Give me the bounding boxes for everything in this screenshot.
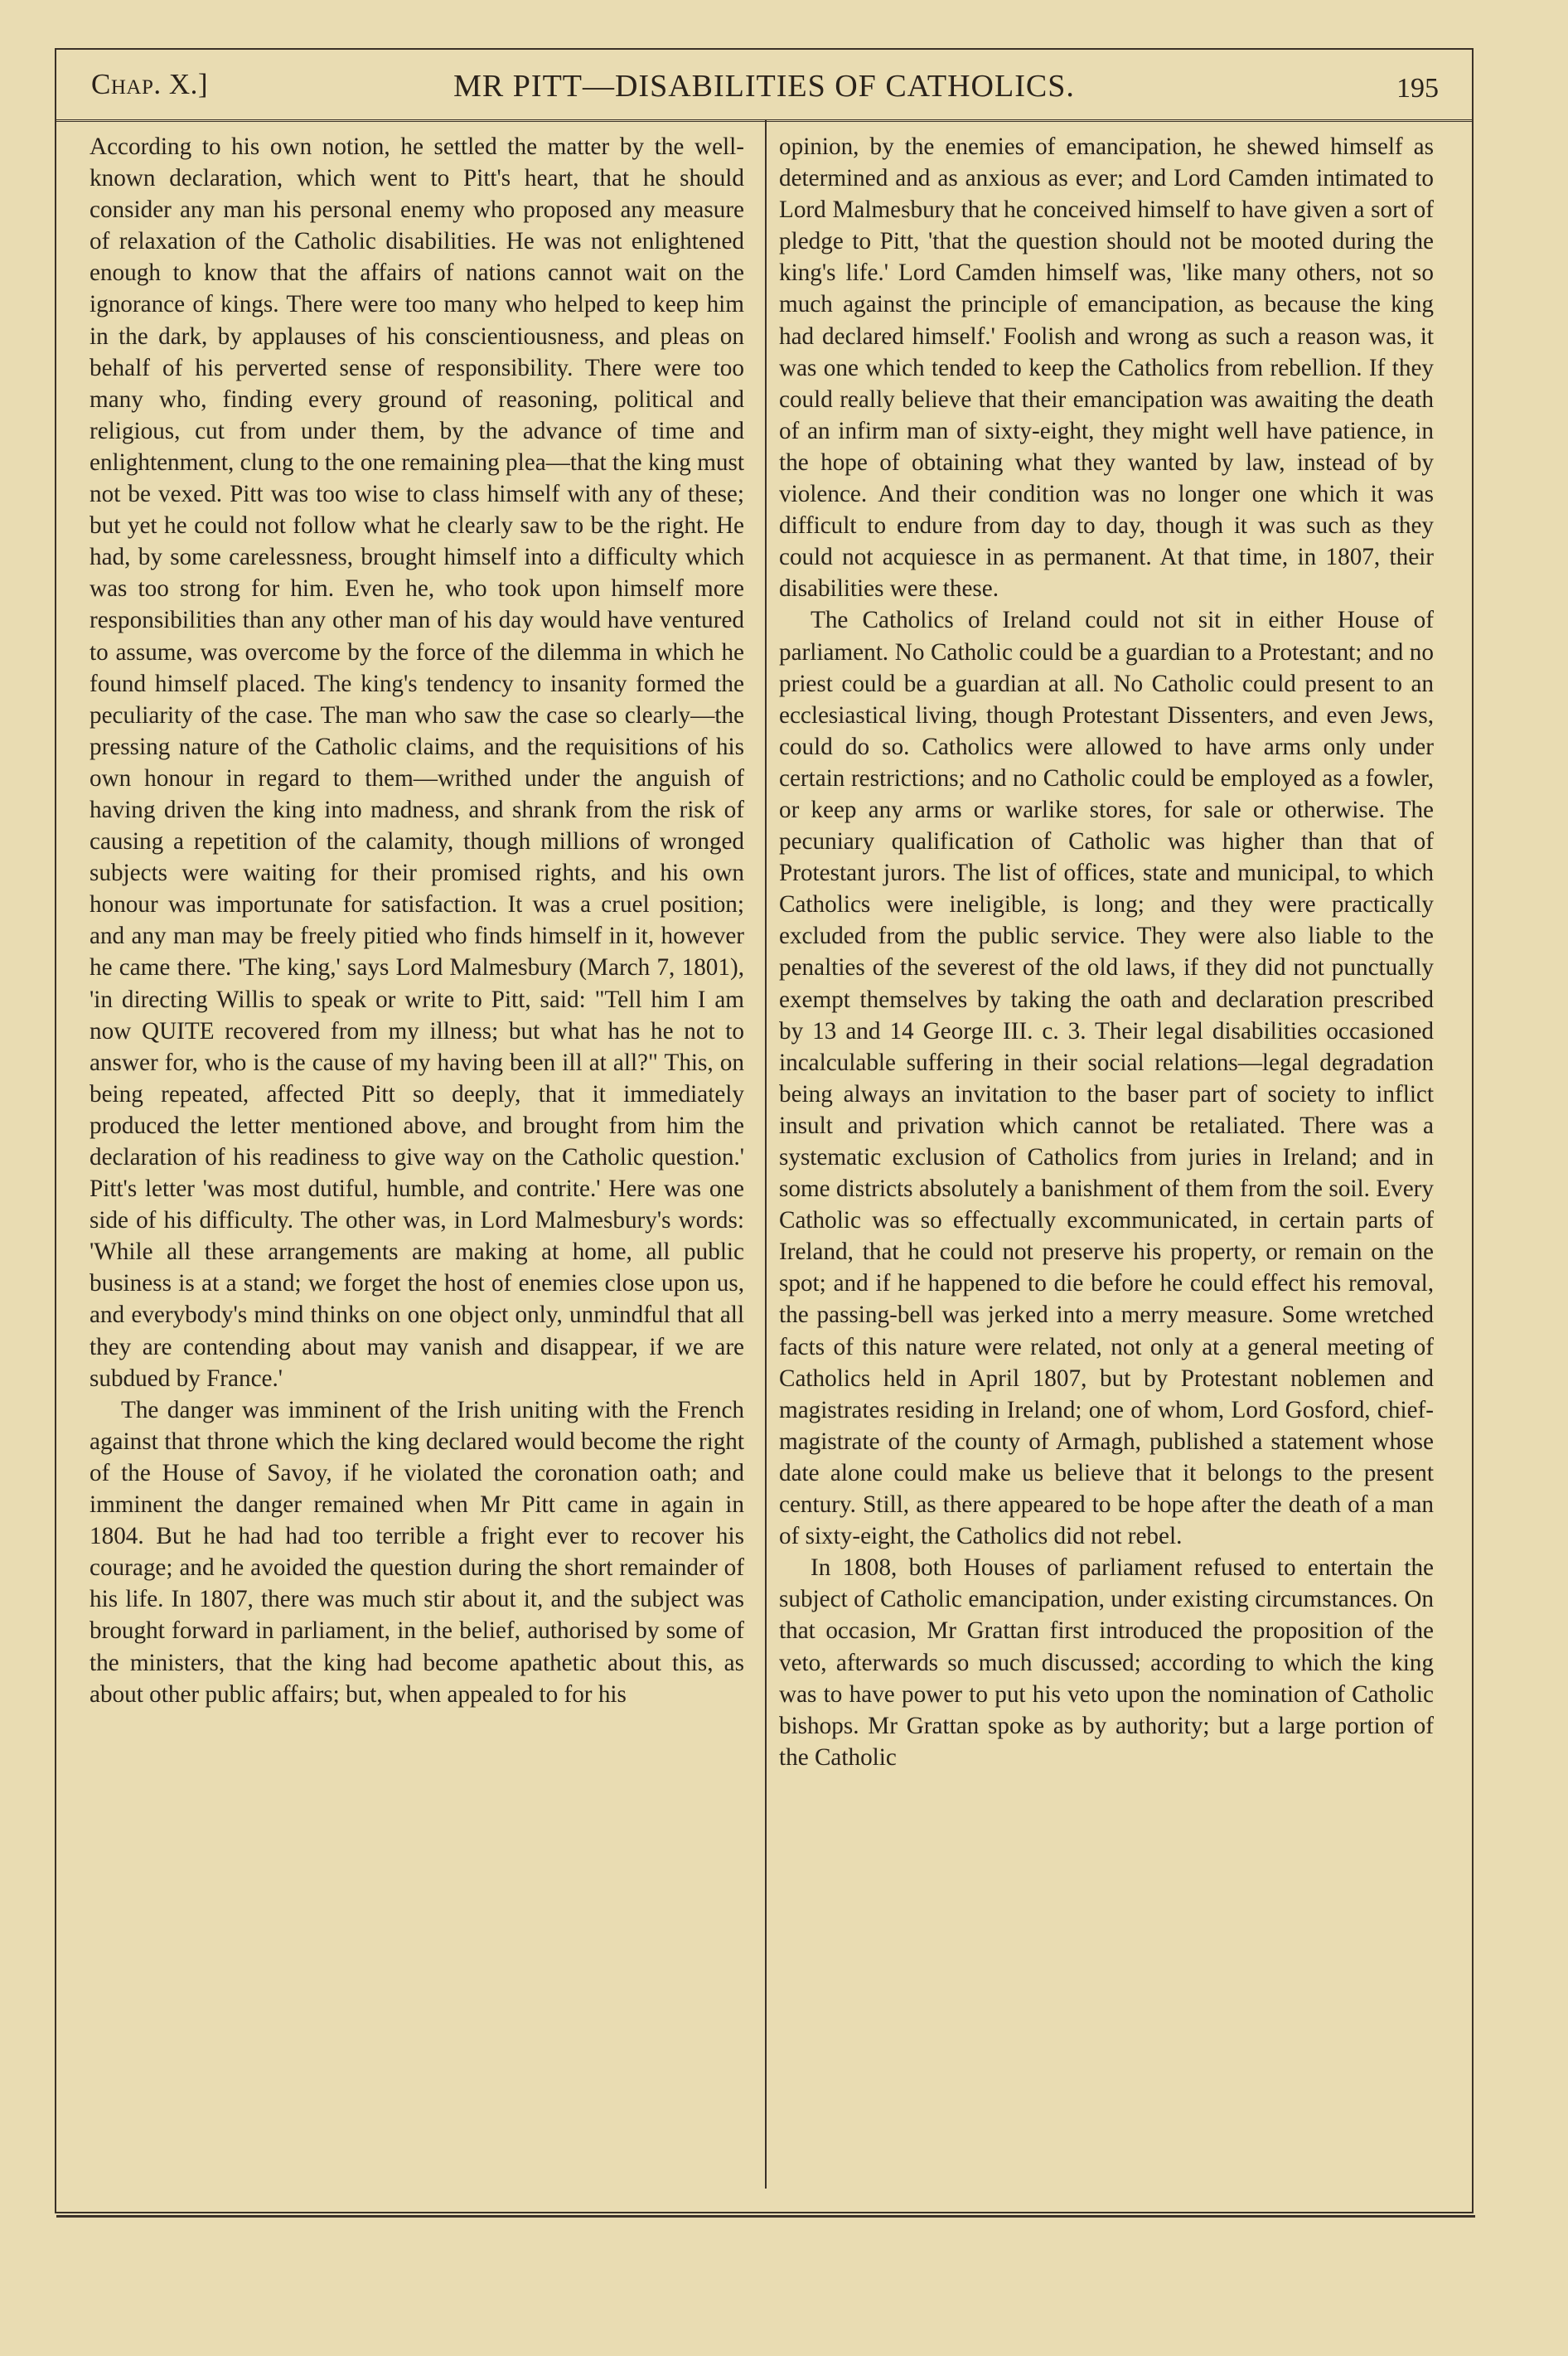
chapter-label: Chap. X.] [91,68,209,100]
column-divider [765,119,767,2189]
page-frame [55,48,1474,2213]
left-column [90,131,744,2187]
running-header [56,50,1472,122]
paragraph: The danger was imminent of the Irish uniting with the French against that throne which the king declared would become the right of the House of Savoy, if he violated the coronation oath; and imminent the danger remained when Mr Pitt came in again in 1804. But he had had too terrible a fright ever to recover his courage; and he avoided the question during the short remainder of his life. In 1807, there was much stir about it, and the subject was brought forward in parliament, in the belief, authorised by some of the ministers, that the king had become apathetic about this, as about other public affairs; but, when appealed to for his [90,1396,744,1708]
paragraph: The Catholics of Ireland could not sit in either House of parliament. No Catholic could be a guardian to a Protestant; and no priest could be a guardian at all. No Catholic could present to an ecclesiastical living, though Protestant Dissenters, and even Jews, could do so. Catholics were allowed to have arms only under certain restrictions; and no Catholic could be employed as a fowler, or keep any arms or warlike stores, for sale or otherwise. The pecuniary qualification of Catholic was higher than that of Protestant jurors. The list of offices, state and municipal, to which Catholics were ineligible, is long; and they were practically excluded from the public service. They were also liable to the penalties of the severest of the old laws, if they did not punctually exempt themselves by taking the oath and declaration prescribed by 13 and 14 George III. c. 3. Their legal disabilities occasioned incalculable suffering in their social relations—legal degradation being always an invitation to the baser part of society to inflict insult and privation which cannot be retaliated. There was a systematic exclusion of Catholics from juries in Ireland; and in some districts absolutely a banishment of them from the soil. Every Catholic was so effectually excommunicated, in certain parts of Ireland, that he could not preserve his property, or remain on the spot; and if he happened to die before he could effect his removal, the passing-bell was jerked into a merry measure. Some wretched facts of this nature were related, not only at a general meeting of Catholics held in April 1807, but by Protestant noblemen and magistrates residing in Ireland; one of whom, Lord Gosford, chief-magistrate of the county of Armagh, published a statement whose date alone could make us believe that it belongs to the present century. Still, as there appeared to be hope after the death of a man of sixty-eight, the Catholics did not rebel. [779,607,1434,1550]
page-number: 195 [1396,73,1439,104]
paragraph: opinion, by the enemies of emancipation, he shewed himself as determined and as anxious as ever; and Lord Camden intimated to Lord Malmesbury that he conceived himself to have given a sort of pledge to Pitt, 'that the question should not be mooted during the king's life.' Lord Camden himself was, 'like many others, not so much against the principle of emancipation, as because the king had declared himself.' Foolish and wrong as such a reason was, it was one which tended to keep the Catholics from rebellion. If they could really believe that their emancipation was awaiting the death of an infirm man of sixty-eight, they might well have patience, in the hope of obtaining what they wanted by law, instead of by violence. And their condition was no longer one which it was difficult to endure from day to day, though it was such as they could not acquiesce in as permanent. At that time, in 1807, their disabilities were these. [779,133,1434,603]
running-title: MR PITT—DISABILITIES OF CATHOLICS. [453,69,1075,104]
paragraph: In 1808, both Houses of parliament refused to entertain the subject of Catholic emancipation, under existing circumstances. On that occasion, Mr Grattan first introduced the proposition of the veto, afterwards so much discussed; according to which the king was to have power to put his veto upon the nomination of Catholic bishops. Mr Grattan spoke as by authority; but a large portion of the Catholic [779,1554,1434,1771]
right-column [779,131,1434,2187]
paragraph: According to his own notion, he settled the matter by the well-known declaration, which went to Pitt's heart, that he should consider any man his personal enemy who proposed any measure of relaxation of the Catholic disabilities. He was not enlightened enough to know that the affairs of nations cannot wait on the ignorance of kings. There were too many who helped to keep him in the dark, by applauses of his conscientiousness, and pleas on behalf of his perverted sense of responsibility. There were too many who, finding every ground of reasoning, political and religious, cut from under them, by the advance of time and enlightenment, clung to the one remaining plea—that the king must not be vexed. Pitt was too wise to class himself with any of these; but yet he could not follow what he clearly saw to be the right. He had, by some carelessness, brought himself into a difficulty which was too strong for him. Even he, who took upon himself more responsibilities than any other man of his day would have ventured to assume, was overcome by the force of the dilemma in which he found himself placed. The king's tendency to insanity formed the peculiarity of the case. The man who saw the case so clearly—the pressing nature of the Catholic claims, and the requisitions of his own honour in regard to them—writhed under the anguish of having driven the king into madness, and shrank from the risk of causing a repetition of the calamity, though millions of wronged subjects were waiting for their promised rights, and his own honour was importunate for satisfaction. It was a cruel position; and any man may be freely pitied who finds himself in it, however he came there. 'The king,' says Lord Malmesbury (March 7, 1801), 'in directing Willis to speak or write to Pitt, said: "Tell him I am now QUITE recovered from my illness; but what has he not to answer for, who is the cause of my having been ill at all?" This, on being repeated, affected Pitt so deeply, that it immediately produced the letter mentioned above, and brought from him the declaration of his readiness to give way on the Catholic question.' Pitt's letter 'was most dutiful, humble, and contrite.' Here was one side of his difficulty. The other was, in Lord Malmesbury's words: 'While all these arrangements are making at home, all public business is at a stand; we forget the host of enemies close upon us, and everybody's mind thinks on one object only, unmindful that all they are contending about may vanish and disappear, if we are subdued by France.' [90,133,744,1392]
